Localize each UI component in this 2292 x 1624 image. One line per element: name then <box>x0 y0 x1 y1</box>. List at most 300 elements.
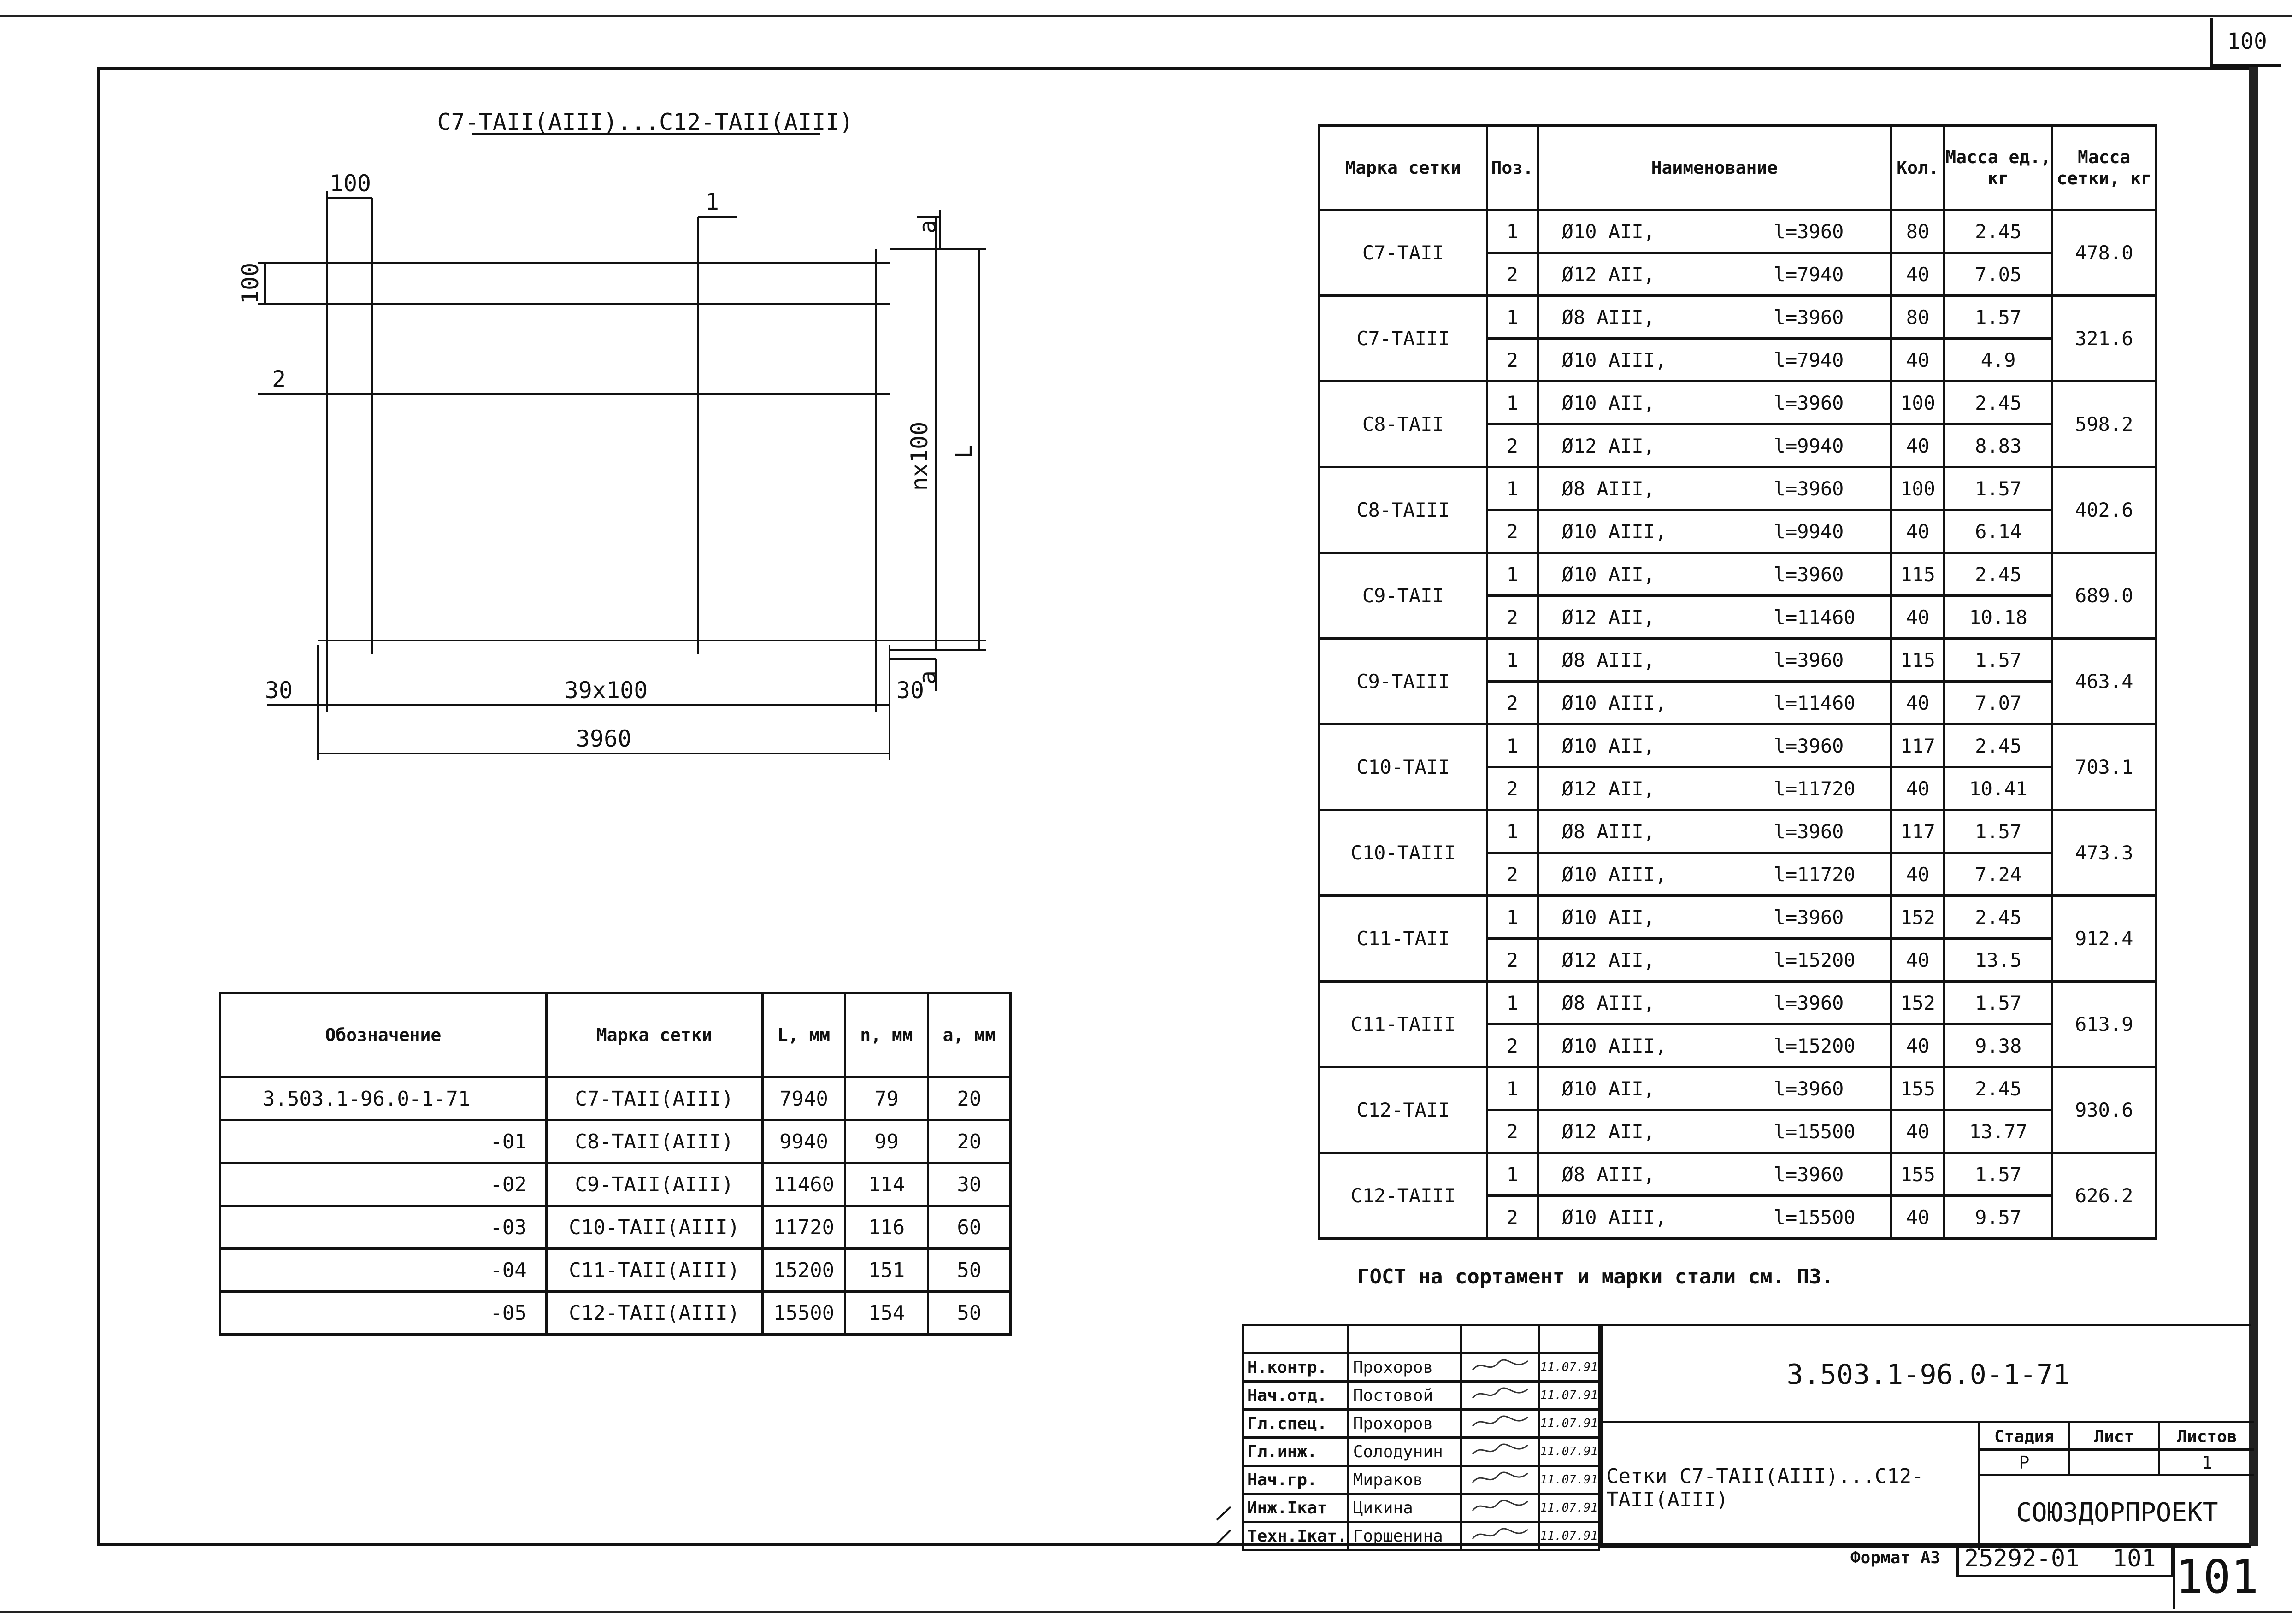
dim-3960-label: 3960 <box>576 725 632 752</box>
spec-length: l=9940 <box>1774 520 1844 543</box>
designation-row <box>220 1077 1011 1120</box>
person-role: Гл.инж. <box>1243 1438 1349 1466</box>
person-name: Солодунин <box>1348 1438 1461 1466</box>
designation-a: 20 <box>928 1120 1010 1163</box>
designation-n: 116 <box>845 1206 928 1249</box>
mesh-drawing <box>0 0 1014 783</box>
spec-row <box>1320 982 2156 1024</box>
hdr-name: Наименование <box>1538 126 1891 210</box>
spec-name: Ø8 AIII, <box>1561 306 1655 329</box>
spec-qty: 40 <box>1891 253 1944 296</box>
designation-L: 7940 <box>762 1077 845 1120</box>
spec-name: Ø8 AIII, <box>1561 820 1655 843</box>
spec-name: Ø8 AIII, <box>1561 648 1655 671</box>
spec-row <box>1320 296 2156 339</box>
spec-length: l=3960 <box>1774 991 1844 1014</box>
spec-name: Ø10 AII, <box>1561 906 1655 929</box>
spec-qty: 155 <box>1891 1153 1944 1196</box>
designation-code: -04 <box>220 1249 547 1292</box>
spec-pos: 1 <box>1487 639 1538 682</box>
spec-length: l=3960 <box>1774 1163 1844 1186</box>
person-role: Нач.отд. <box>1243 1382 1349 1410</box>
spec-name-cell <box>1538 853 1891 896</box>
spec-mark: C8-TAII <box>1320 382 1487 467</box>
spec-name-cell <box>1538 382 1891 424</box>
spec-mesh-mass: 912.4 <box>2052 896 2156 982</box>
spec-length: l=11720 <box>1774 863 1856 886</box>
corner-sheet-number: 100 <box>2210 18 2281 67</box>
spec-name-cell <box>1538 724 1891 767</box>
hdr-unit-mass: Масса ед., кг <box>1944 126 2052 210</box>
spec-name-cell <box>1538 682 1891 724</box>
designation-a: 30 <box>928 1163 1010 1206</box>
designation-a: 50 <box>928 1292 1010 1335</box>
spec-name: Ø10 AIII, <box>1561 1206 1667 1229</box>
sheet-value <box>2070 1451 2160 1476</box>
person-name: Прохоров <box>1348 1353 1461 1382</box>
spec-name-cell <box>1538 253 1891 296</box>
sign-date: 11.07.91 <box>1539 1438 1599 1466</box>
spec-row <box>1320 810 2156 853</box>
spec-pos: 1 <box>1487 724 1538 767</box>
spec-qty: 100 <box>1891 467 1944 510</box>
spec-qty: 100 <box>1891 382 1944 424</box>
designation-n: 154 <box>845 1292 928 1335</box>
spec-mesh-mass: 613.9 <box>2052 982 2156 1067</box>
org-name: СОЮЗДОРПРОЕКТ <box>2016 1498 2218 1528</box>
designation-L: 15200 <box>762 1249 845 1292</box>
hdr-pos: Поз. <box>1487 126 1538 210</box>
designation-mark: C9-TAII(AIII) <box>546 1163 762 1206</box>
archive-page: 101 <box>2112 1545 2156 1572</box>
spec-unit-mass: 1.57 <box>1944 810 2052 853</box>
spec-unit-mass: 13.5 <box>1944 939 2052 982</box>
spec-unit-mass: 7.24 <box>1944 853 2052 896</box>
spec-unit-mass: 2.45 <box>1944 724 2052 767</box>
hdr-L: L, мм <box>762 993 845 1077</box>
spec-unit-mass: 1.57 <box>1944 639 2052 682</box>
spec-length: l=3960 <box>1774 648 1844 671</box>
designation-a: 60 <box>928 1206 1010 1249</box>
spec-name-cell <box>1538 982 1891 1024</box>
designation-L: 9940 <box>762 1120 845 1163</box>
spec-row <box>1320 553 2156 596</box>
spec-row <box>1320 210 2156 253</box>
spec-qty: 40 <box>1891 1196 1944 1239</box>
spec-length: l=3960 <box>1774 1077 1844 1100</box>
spec-table <box>1318 124 2157 1240</box>
spec-mesh-mass: 463.4 <box>2052 639 2156 724</box>
spec-name-cell <box>1538 1110 1891 1153</box>
sheet-label: Лист <box>2070 1423 2160 1451</box>
designation-row <box>220 1292 1011 1335</box>
signature-row <box>1243 1522 1599 1550</box>
spec-unit-mass: 8.83 <box>1944 424 2052 467</box>
designation-code: -05 <box>220 1292 547 1335</box>
spec-qty: 40 <box>1891 596 1944 639</box>
designation-L: 15500 <box>762 1292 845 1335</box>
designation-row <box>220 1206 1011 1249</box>
spec-unit-mass: 2.45 <box>1944 896 2052 939</box>
spec-length: l=15500 <box>1774 1206 1856 1229</box>
spec-qty: 155 <box>1891 1067 1944 1110</box>
dim-L-label: L <box>950 444 977 459</box>
spec-pos: 2 <box>1487 424 1538 467</box>
spec-name-cell <box>1538 510 1891 553</box>
stage-label: Стадия <box>1980 1423 2070 1451</box>
signature <box>1461 1466 1539 1494</box>
designation-a: 20 <box>928 1077 1010 1120</box>
sheets-value: 1 <box>2160 1451 2254 1476</box>
spec-name-cell <box>1538 1153 1891 1196</box>
spec-pos: 2 <box>1487 1196 1538 1239</box>
spec-pos: 2 <box>1487 510 1538 553</box>
spec-qty: 152 <box>1891 982 1944 1024</box>
spec-pos: 2 <box>1487 682 1538 724</box>
spec-name: Ø10 AII, <box>1561 1077 1655 1100</box>
person-role: Инж.Iкат <box>1243 1494 1349 1522</box>
spec-mark: C11-TAII <box>1320 896 1487 982</box>
hdr-qty: Кол. <box>1891 126 1944 210</box>
spec-qty: 40 <box>1891 339 1944 382</box>
spec-mesh-mass: 402.6 <box>2052 467 2156 553</box>
sign-date: 11.07.91 <box>1539 1466 1599 1494</box>
signature-row <box>1243 1466 1599 1494</box>
spec-name-cell <box>1538 939 1891 982</box>
signature-table <box>1242 1324 1600 1551</box>
spec-pos: 2 <box>1487 253 1538 296</box>
spec-mark: C9-TAII <box>1320 553 1487 639</box>
spec-mark: C12-TAII <box>1320 1067 1487 1153</box>
spec-name: Ø8 AIII, <box>1561 477 1655 500</box>
spec-unit-mass: 7.05 <box>1944 253 2052 296</box>
spec-name-cell <box>1538 1067 1891 1110</box>
spec-name-cell <box>1538 1024 1891 1067</box>
spec-unit-mass: 2.45 <box>1944 553 2052 596</box>
spec-mark: C11-TAIII <box>1320 982 1487 1067</box>
spec-name: Ø8 AIII, <box>1561 991 1655 1014</box>
spec-pos: 1 <box>1487 810 1538 853</box>
sign-date: 11.07.91 <box>1539 1410 1599 1438</box>
title-block <box>1600 1324 2251 1548</box>
spec-length: l=15200 <box>1774 1034 1856 1057</box>
designation-L: 11720 <box>762 1206 845 1249</box>
dim-left-100: 100 <box>237 262 264 305</box>
spec-unit-mass: 1.57 <box>1944 1153 2052 1196</box>
spec-pos: 2 <box>1487 939 1538 982</box>
signature-row <box>1243 1438 1599 1466</box>
spec-length: l=3960 <box>1774 820 1844 843</box>
hdr-des-mark: Марка сетки <box>546 993 762 1077</box>
spec-name: Ø8 AIII, <box>1561 1163 1655 1186</box>
spec-name: Ø10 AII, <box>1561 220 1655 243</box>
spec-qty: 117 <box>1891 810 1944 853</box>
spec-unit-mass: 1.57 <box>1944 982 2052 1024</box>
spec-unit-mass: 1.57 <box>1944 467 2052 510</box>
designation-mark: C11-TAII(AIII) <box>546 1249 762 1292</box>
spec-qty: 40 <box>1891 510 1944 553</box>
bottom-border-line <box>0 1611 2292 1613</box>
spec-length: l=3960 <box>1774 220 1844 243</box>
gost-note: ГОСТ на сортамент и марки стали см. ПЗ. <box>1357 1265 1834 1289</box>
person-role: Гл.спец. <box>1243 1410 1349 1438</box>
spec-mark: C10-TAII <box>1320 724 1487 810</box>
doc-title: Сетки C7-TAII(AIII)...C12-TAII(AIII) <box>1603 1423 1980 1550</box>
designation-n: 79 <box>845 1077 928 1120</box>
spec-unit-mass: 10.41 <box>1944 767 2052 810</box>
spec-qty: 152 <box>1891 896 1944 939</box>
spec-qty: 80 <box>1891 210 1944 253</box>
spec-mesh-mass: 598.2 <box>2052 382 2156 467</box>
hdr-designation: Обозначение <box>220 993 547 1077</box>
spec-qty: 40 <box>1891 1110 1944 1153</box>
spec-qty: 40 <box>1891 767 1944 810</box>
spec-qty: 115 <box>1891 553 1944 596</box>
spec-row <box>1320 1153 2156 1196</box>
designation-code: -02 <box>220 1163 547 1206</box>
spec-length: l=3960 <box>1774 734 1844 757</box>
spec-name: Ø10 AIII, <box>1561 348 1667 371</box>
signature <box>1461 1382 1539 1410</box>
spec-unit-mass: 6.14 <box>1944 510 2052 553</box>
spec-length: l=3960 <box>1774 477 1844 500</box>
spec-name: Ø10 AII, <box>1561 391 1655 414</box>
person-name: Прохоров <box>1348 1410 1461 1438</box>
spec-name: Ø12 AII, <box>1561 1120 1655 1143</box>
spec-name-cell <box>1538 639 1891 682</box>
spec-unit-mass: 9.57 <box>1944 1196 2052 1239</box>
spec-name-cell <box>1538 296 1891 339</box>
spec-length: l=3960 <box>1774 391 1844 414</box>
signature <box>1461 1494 1539 1522</box>
spec-length: l=15200 <box>1774 948 1856 971</box>
spec-pos: 2 <box>1487 1110 1538 1153</box>
spec-name-cell <box>1538 810 1891 853</box>
spec-pos: 1 <box>1487 210 1538 253</box>
spec-mark: C8-TAIII <box>1320 467 1487 553</box>
person-name: Мираков <box>1348 1466 1461 1494</box>
designation-row <box>220 1163 1011 1206</box>
designation-code: -01 <box>220 1120 547 1163</box>
spec-mesh-mass: 930.6 <box>2052 1067 2156 1153</box>
spec-name-cell <box>1538 896 1891 939</box>
designation-row <box>220 1120 1011 1163</box>
spec-mesh-mass: 473.3 <box>2052 810 2156 896</box>
spec-name: Ø10 AIII, <box>1561 691 1667 714</box>
spec-mesh-mass: 478.0 <box>2052 210 2156 296</box>
spec-mark: C7-TAIII <box>1320 296 1487 382</box>
spec-row <box>1320 896 2156 939</box>
spec-name: Ø10 AIII, <box>1561 863 1667 886</box>
spec-length: l=3960 <box>1774 563 1844 586</box>
spec-qty: 80 <box>1891 296 1944 339</box>
signature-row <box>1243 1353 1599 1382</box>
dim-a-top: a <box>914 219 941 234</box>
spec-pos: 2 <box>1487 1024 1538 1067</box>
spec-name-cell <box>1538 424 1891 467</box>
spec-row <box>1320 1067 2156 1110</box>
hdr-n: n, мм <box>845 993 928 1077</box>
signature-row <box>1243 1410 1599 1438</box>
dim-30-right: 30 <box>896 677 925 704</box>
spec-length: l=11460 <box>1774 691 1856 714</box>
spec-mark: C9-TAIII <box>1320 639 1487 724</box>
spec-row <box>1320 639 2156 682</box>
hdr-a: a, мм <box>928 993 1010 1077</box>
format-label: Формат А3 <box>1850 1548 1941 1567</box>
spec-name: Ø12 AII, <box>1561 434 1655 457</box>
designation-table <box>219 992 1012 1336</box>
hdr-mesh-mass: Масса сетки, кг <box>2052 126 2156 210</box>
spec-pos: 1 <box>1487 467 1538 510</box>
person-role: Техн.Iкат. <box>1243 1522 1349 1550</box>
spec-name-cell <box>1538 1196 1891 1239</box>
designation-n: 151 <box>845 1249 928 1292</box>
dim-39x100-label: 39x100 <box>564 677 648 704</box>
spec-qty: 40 <box>1891 424 1944 467</box>
stage-value: Р <box>1980 1451 2070 1476</box>
sign-date: 11.07.91 <box>1539 1382 1599 1410</box>
person-name: Цикина <box>1348 1494 1461 1522</box>
spec-unit-mass: 2.45 <box>1944 382 2052 424</box>
spec-qty: 40 <box>1891 939 1944 982</box>
spec-pos: 1 <box>1487 296 1538 339</box>
sign-date: 11.07.91 <box>1539 1353 1599 1382</box>
designation-code: -03 <box>220 1206 547 1249</box>
spec-pos: 1 <box>1487 982 1538 1024</box>
spec-unit-mass: 7.07 <box>1944 682 2052 724</box>
spec-pos: 2 <box>1487 767 1538 810</box>
spec-mesh-mass: 321.6 <box>2052 296 2156 382</box>
designation-mark: C12-TAII(AIII) <box>546 1292 762 1335</box>
spec-mark: C7-TAII <box>1320 210 1487 296</box>
spec-row <box>1320 724 2156 767</box>
spec-name: Ø10 AIII, <box>1561 520 1667 543</box>
spec-qty: 40 <box>1891 853 1944 896</box>
spec-mesh-mass: 626.2 <box>2052 1153 2156 1239</box>
pos-2-label: 2 <box>271 366 286 393</box>
signature <box>1461 1438 1539 1466</box>
doc-code: 3.503.1-96.0-1-71 <box>1603 1326 2254 1423</box>
spec-mark: C10-TAIII <box>1320 810 1487 896</box>
designation-L: 11460 <box>762 1163 845 1206</box>
person-role: Н.контр. <box>1243 1353 1349 1382</box>
dim-a-bottom: a <box>914 670 941 685</box>
spec-qty: 117 <box>1891 724 1944 767</box>
designation-header-row <box>220 993 1011 1077</box>
sign-date: 11.07.91 <box>1539 1494 1599 1522</box>
spec-row <box>1320 382 2156 424</box>
spec-name: Ø10 AII, <box>1561 563 1655 586</box>
spec-qty: 40 <box>1891 1024 1944 1067</box>
spec-pos: 1 <box>1487 553 1538 596</box>
spec-mesh-mass: 689.0 <box>2052 553 2156 639</box>
hdr-mark: Марка сетки <box>1320 126 1487 210</box>
spec-unit-mass: 13.77 <box>1944 1110 2052 1153</box>
spec-pos: 1 <box>1487 382 1538 424</box>
spec-mesh-mass: 703.1 <box>2052 724 2156 810</box>
designation-body <box>220 1077 1011 1335</box>
spec-pos: 2 <box>1487 853 1538 896</box>
spec-pos: 1 <box>1487 1153 1538 1196</box>
spec-length: l=11460 <box>1774 606 1856 629</box>
spec-qty: 40 <box>1891 682 1944 724</box>
designation-mark: C7-TAII(AIII) <box>546 1077 762 1120</box>
spec-length: l=15500 <box>1774 1120 1856 1143</box>
spec-name-cell <box>1538 596 1891 639</box>
spec-pos: 2 <box>1487 596 1538 639</box>
archive-code: 25292-01 <box>1964 1545 2080 1572</box>
designation-n: 114 <box>845 1163 928 1206</box>
spec-length: l=7940 <box>1774 348 1844 371</box>
spec-pos: 1 <box>1487 896 1538 939</box>
spec-qty: 115 <box>1891 639 1944 682</box>
spec-unit-mass: 2.45 <box>1944 210 2052 253</box>
spec-name: Ø12 AII, <box>1561 263 1655 286</box>
spec-mark: C12-TAIII <box>1320 1153 1487 1239</box>
spec-header-row <box>1320 126 2156 210</box>
spec-name-cell <box>1538 339 1891 382</box>
spec-unit-mass: 10.18 <box>1944 596 2052 639</box>
sign-date: 11.07.91 <box>1539 1522 1599 1550</box>
spec-row <box>1320 467 2156 510</box>
spec-name: Ø10 AIII, <box>1561 1034 1667 1057</box>
dim-nx100-label: nx100 <box>906 421 933 491</box>
signature <box>1461 1522 1539 1550</box>
signature-row <box>1243 1382 1599 1410</box>
spec-name-cell <box>1538 767 1891 810</box>
drawing-title: C7-TAII(AIII)...C12-TAII(AIII) <box>437 109 854 135</box>
spec-unit-mass: 2.45 <box>1944 1067 2052 1110</box>
designation-code: 3.503.1-96.0-1-71 <box>220 1077 547 1120</box>
designation-a: 50 <box>928 1249 1010 1292</box>
designation-row <box>220 1249 1011 1292</box>
spec-length: l=9940 <box>1774 434 1844 457</box>
spec-name-cell <box>1538 467 1891 510</box>
spec-name-cell <box>1538 553 1891 596</box>
signature-row <box>1243 1494 1599 1522</box>
signature <box>1461 1353 1539 1382</box>
person-name: Горшенина <box>1348 1522 1461 1550</box>
designation-mark: C10-TAII(AIII) <box>546 1206 762 1249</box>
dim-top-100: 100 <box>329 170 371 197</box>
person-name: Постовой <box>1348 1382 1461 1410</box>
page-number: 101 <box>2173 1545 2258 1609</box>
spec-name: Ø10 AII, <box>1561 734 1655 757</box>
spec-name: Ø12 AII, <box>1561 948 1655 971</box>
person-role: Нач.гр. <box>1243 1466 1349 1494</box>
designation-mark: C8-TAII(AIII) <box>546 1120 762 1163</box>
dim-30-left: 30 <box>265 677 293 704</box>
spec-length: l=3960 <box>1774 306 1844 329</box>
spec-length: l=3960 <box>1774 906 1844 929</box>
sheets-label: Листов <box>2160 1423 2254 1451</box>
spec-name: Ø12 AII, <box>1561 777 1655 800</box>
spec-pos: 1 <box>1487 1067 1538 1110</box>
spec-unit-mass: 9.38 <box>1944 1024 2052 1067</box>
margin-marks <box>1212 1493 1240 1544</box>
spec-length: l=11720 <box>1774 777 1856 800</box>
spec-body <box>1320 210 2156 1239</box>
spec-name: Ø12 AII, <box>1561 606 1655 629</box>
spec-unit-mass: 4.9 <box>1944 339 2052 382</box>
spec-name-cell <box>1538 210 1891 253</box>
spec-pos: 2 <box>1487 339 1538 382</box>
signature <box>1461 1410 1539 1438</box>
archive-number <box>1956 1545 2173 1577</box>
spec-unit-mass: 1.57 <box>1944 296 2052 339</box>
designation-n: 99 <box>845 1120 928 1163</box>
